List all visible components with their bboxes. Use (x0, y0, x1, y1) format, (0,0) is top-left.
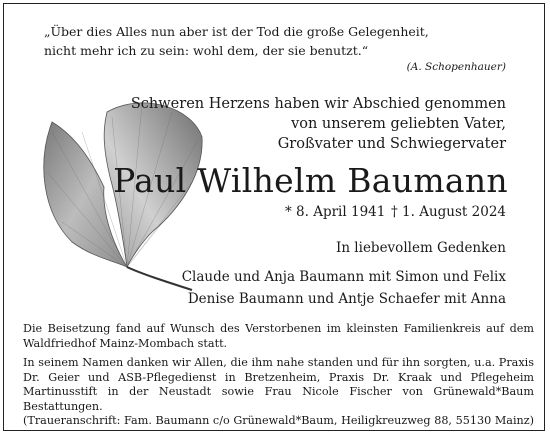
notice-line: Martinusstift in der Neustadt sowie Frau Nicole Fischer von Grünewald*Baum Bestattungen. (23, 385, 534, 413)
farewell-text (131, 94, 506, 154)
mourning-address: (Traueranschrift: Fam. Baumann c/o Grünewald*Baum, Heiligkreuzweg 88, 55130 Mainz) (23, 414, 534, 427)
notice-line: Die Beisetzung fand auf Wunsch des Verstorbenen im kleinsten Familienkreis auf dem (23, 322, 534, 335)
death-date: † 1. August 2024 (391, 204, 506, 220)
quote-line: nicht mehr ich zu sein: wohl dem, der sie benutzt.“ (44, 43, 369, 58)
notice-line: Dr. Geier und ASB-Pflegedienst in Bretzenheim, Praxis Dr. Kraak und Pflegeheim (23, 370, 534, 384)
schopenhauer-quote (44, 22, 429, 60)
notice-line: Waldfriedhof Mainz-Mombach statt. (23, 336, 228, 350)
deceased-name: Paul Wilhelm Baumann (113, 161, 508, 200)
farewell-line: Großvater und Schwiegervater (277, 136, 506, 152)
burial-notice (23, 322, 534, 351)
obituary-frame (3, 3, 545, 431)
farewell-line: von unserem geliebten Vater, (291, 116, 506, 132)
thanks-notice (23, 356, 534, 429)
notice-line: In seinem Namen danken wir Allen, die ihm nahe standen und für ihn sorgten, u.a. Praxis (23, 356, 534, 369)
mourner-line: Denise Baumann und Antje Schaefer mit Anna (187, 291, 506, 307)
birth-date: * 8. April 1941 (285, 204, 386, 220)
quote-line: „Über dies Alles nun aber ist der Tod die große Gelegenheit, (44, 24, 429, 39)
mourner-line: Claude und Anja Baumann mit Simon und Felix (181, 269, 506, 285)
quote-source: (A. Schopenhauer) (406, 61, 506, 73)
farewell-line: Schweren Herzens haben wir Abschied genommen (130, 96, 506, 112)
mourners-list (182, 266, 506, 310)
in-memory-text: In liebevollem Gedenken (335, 240, 506, 256)
